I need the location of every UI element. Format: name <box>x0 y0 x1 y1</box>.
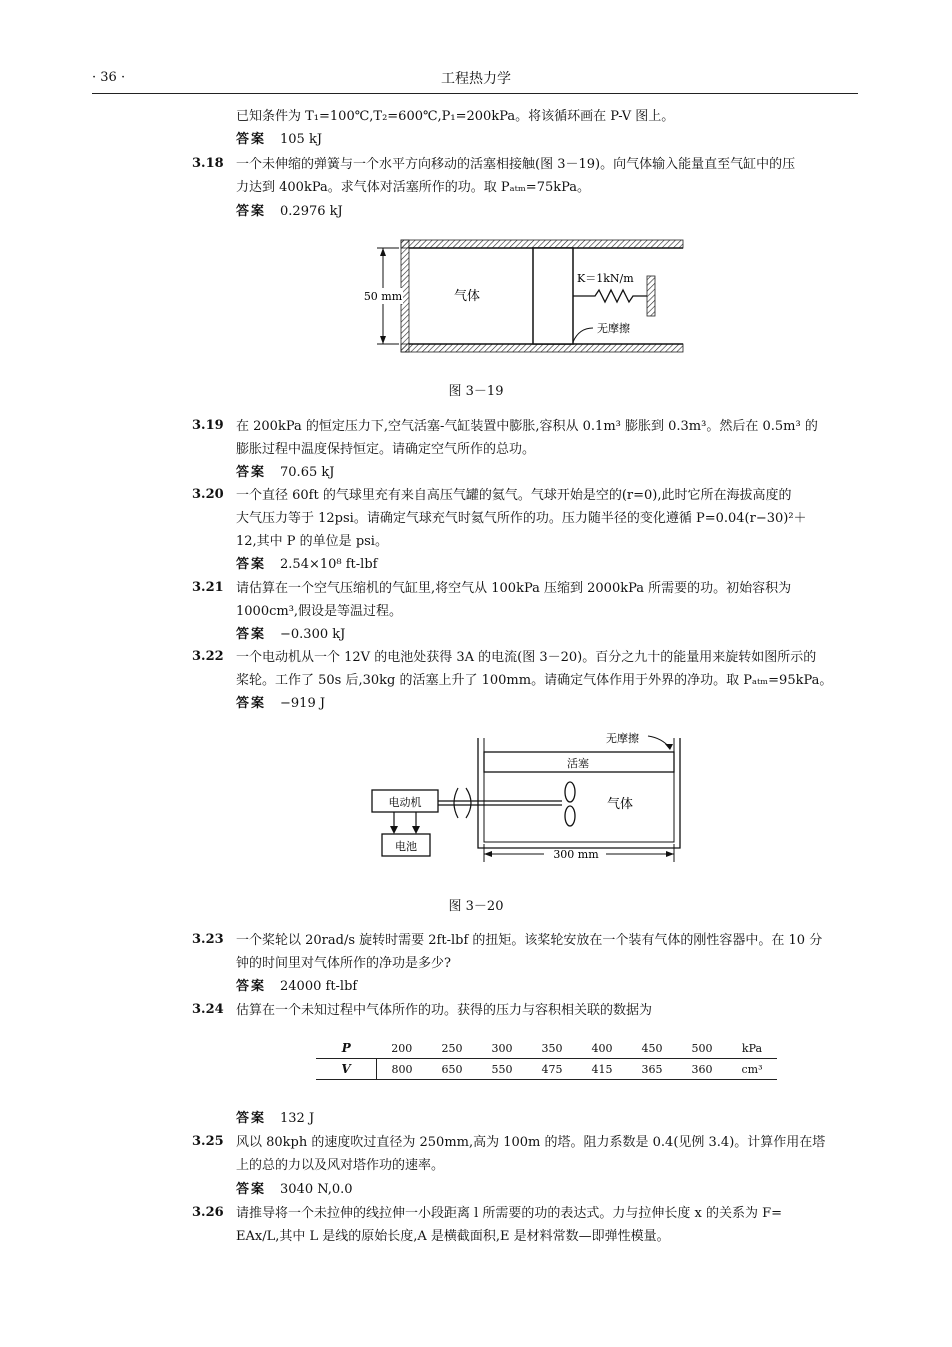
problem-3-21-number: 3.21 <box>192 580 224 595</box>
v-value: 475 <box>527 1059 577 1080</box>
p-value: 350 <box>527 1038 577 1059</box>
problem-3-20-answer: 答案 2.54×10⁸ ft-lbf <box>236 557 378 572</box>
figure-3-20-caption: 图 3－20 <box>448 899 504 914</box>
problem-3-19-answer: 答案 70.65 kJ <box>236 465 335 480</box>
problem-3-20-line-2: 大气压力等于 12psi。请确定气球充气时氦气所作的功。压力随半径的变化遵循 P=0.04(r−30)²＋ <box>236 511 807 526</box>
problem-3-23-line-2: 钟的时间里对气体所作的净功是多少? <box>236 956 451 971</box>
problem-3-23-number: 3.23 <box>192 932 224 947</box>
problem-3-26-line-2: EAx/L,其中 L 是线的原始长度,A 是横截面积,E 是材料常数—即弹性模量。 <box>236 1229 670 1244</box>
figure-3-19-caption: 图 3－19 <box>448 384 504 399</box>
battery-label: 电池 <box>395 840 417 853</box>
problem-3-19-number: 3.19 <box>192 418 224 433</box>
problem-3-23-line-1: 一个桨轮以 20rad/s 旋转时需要 2ft-lbf 的扭矩。该桨轮安放在一个装有气体的刚性容器中。在 10 分 <box>236 933 823 948</box>
problem-3-26-number: 3.26 <box>192 1205 224 1220</box>
problem-3-22-line-2: 桨轮。工作了 50s 后,30kg 的活塞上升了 100mm。请确定气体作用于外界的净功。取 Pₐₜₘ=95kPa。 <box>236 673 833 688</box>
problem-3-20-line-1: 一个直径 60ft 的气球里充有来自高压气罐的氦气。气球开始是空的(r=0),此时它所在海拔高度的 <box>236 488 792 503</box>
paddle-bottom <box>565 806 575 826</box>
v-value: 365 <box>627 1059 677 1080</box>
p-value: 500 <box>677 1038 727 1059</box>
gas-label: 气体 <box>453 289 481 304</box>
problem-3-19-line-2: 膨胀过程中温度保持恒定。请确定空气所作的总功。 <box>236 442 536 457</box>
motor-label: 电动机 <box>388 796 422 809</box>
problem-3-25-answer: 答案 3040 N,0.0 <box>236 1182 353 1197</box>
length-label: 300 mm <box>553 848 599 861</box>
book-title: 工程热力学 <box>441 71 511 87</box>
problem-3-18-line-1: 一个未伸缩的弹簧与一个水平方向移动的活塞相接触(图 3－19)。向气体输入能量直至气缸中的压 <box>236 157 796 172</box>
problem-3-20-line-3: 12,其中 P 的单位是 psi。 <box>236 534 388 549</box>
problem-3-24-number: 3.24 <box>192 1002 224 1017</box>
v-value: 415 <box>577 1059 627 1080</box>
problem-3-22-line-1: 一个电动机从一个 12V 的电池处获得 3A 的电流(图 3－20)。百分之九十的能量用来旋转如图所示的 <box>236 650 817 665</box>
piston <box>533 248 573 344</box>
v-value: 650 <box>427 1059 477 1080</box>
problem-3-23-answer: 答案 24000 ft-lbf <box>236 979 358 994</box>
problem-3-22-number: 3.22 <box>192 649 224 664</box>
paddle-top <box>565 782 575 802</box>
piston-label: 活塞 <box>567 757 589 770</box>
p-value: 300 <box>477 1038 527 1059</box>
v-label: V <box>316 1059 377 1080</box>
problem-3-18-answer: 答案 0.2976 kJ <box>236 204 343 219</box>
problem-3-26-line-1: 请推导将一个未拉伸的线拉伸一小段距离 l 所需要的功的表达式。力与拉伸长度 x 的关系为 F= <box>236 1206 783 1221</box>
problem-3-25-line-2: 上的总的力以及风对塔作功的速率。 <box>236 1158 445 1173</box>
figure-3-19 <box>355 232 695 364</box>
gas-label: 气体 <box>606 797 634 812</box>
cylinder-bottom-wall <box>401 344 683 352</box>
page-number: · 36 · <box>92 70 126 85</box>
p-value: 200 <box>377 1038 428 1059</box>
problem-3-21-answer: 答案 −0.300 kJ <box>236 627 346 642</box>
pv-data-table <box>316 1038 777 1080</box>
spring-wall <box>647 276 655 316</box>
problem-prev-line-1: 已知条件为 T₁=100℃,T₂=600℃,P₁=200kPa。将该循环画在 P-V 图上。 <box>236 109 675 124</box>
figure-3-20 <box>366 726 692 866</box>
friction-label: 无摩擦 <box>606 732 639 745</box>
problem-3-24-line-1: 估算在一个未知过程中气体所作的功。获得的压力与容积相关联的数据为 <box>236 1003 653 1018</box>
header-rule <box>92 93 858 94</box>
v-unit: cm³ <box>727 1059 777 1080</box>
p-value: 250 <box>427 1038 477 1059</box>
spring <box>573 290 647 302</box>
p-value: 450 <box>627 1038 677 1059</box>
problem-3-20-number: 3.20 <box>192 487 224 502</box>
p-unit: kPa <box>727 1038 777 1059</box>
v-value: 550 <box>477 1059 527 1080</box>
v-value: 360 <box>677 1059 727 1080</box>
p-value: 400 <box>577 1038 627 1059</box>
problem-3-25-number: 3.25 <box>192 1134 224 1149</box>
problem-3-18-number: 3.18 <box>192 156 224 171</box>
problem-3-21-line-2: 1000cm³,假设是等温过程。 <box>236 604 403 619</box>
problem-3-21-line-1: 请估算在一个空气压缩机的气缸里,将空气从 100kPa 压缩到 2000kPa 所需要的功。初始容积为 <box>236 581 792 596</box>
cylinder-top-wall <box>401 240 683 248</box>
problem-prev-answer: 答案 105 kJ <box>236 132 323 147</box>
friction-label: 无摩擦 <box>597 322 630 335</box>
spring-label: K＝1kN/m <box>577 272 634 285</box>
problem-3-19-line-1: 在 200kPa 的恒定压力下,空气活塞-气缸装置中膨胀,容积从 0.1m³ 膨胀到 0.3m³。然后在 0.5m³ 的 <box>236 419 818 434</box>
problem-3-22-answer: 答案 −919 J <box>236 696 326 711</box>
problem-3-25-line-1: 风以 80kph 的速度吹过直径为 250mm,高为 100m 的塔。阻力系数是 0.4(见例 3.4)。计算作用在塔 <box>236 1135 826 1150</box>
problem-3-24-answer: 答案 132 J <box>236 1111 315 1126</box>
problem-3-18-line-2: 力达到 400kPa。求气体对活塞所作的功。取 Pₐₜₘ=75kPa。 <box>236 180 591 195</box>
height-label: 50 mm <box>363 290 403 303</box>
v-value: 800 <box>377 1059 428 1080</box>
p-label: P <box>316 1038 377 1059</box>
